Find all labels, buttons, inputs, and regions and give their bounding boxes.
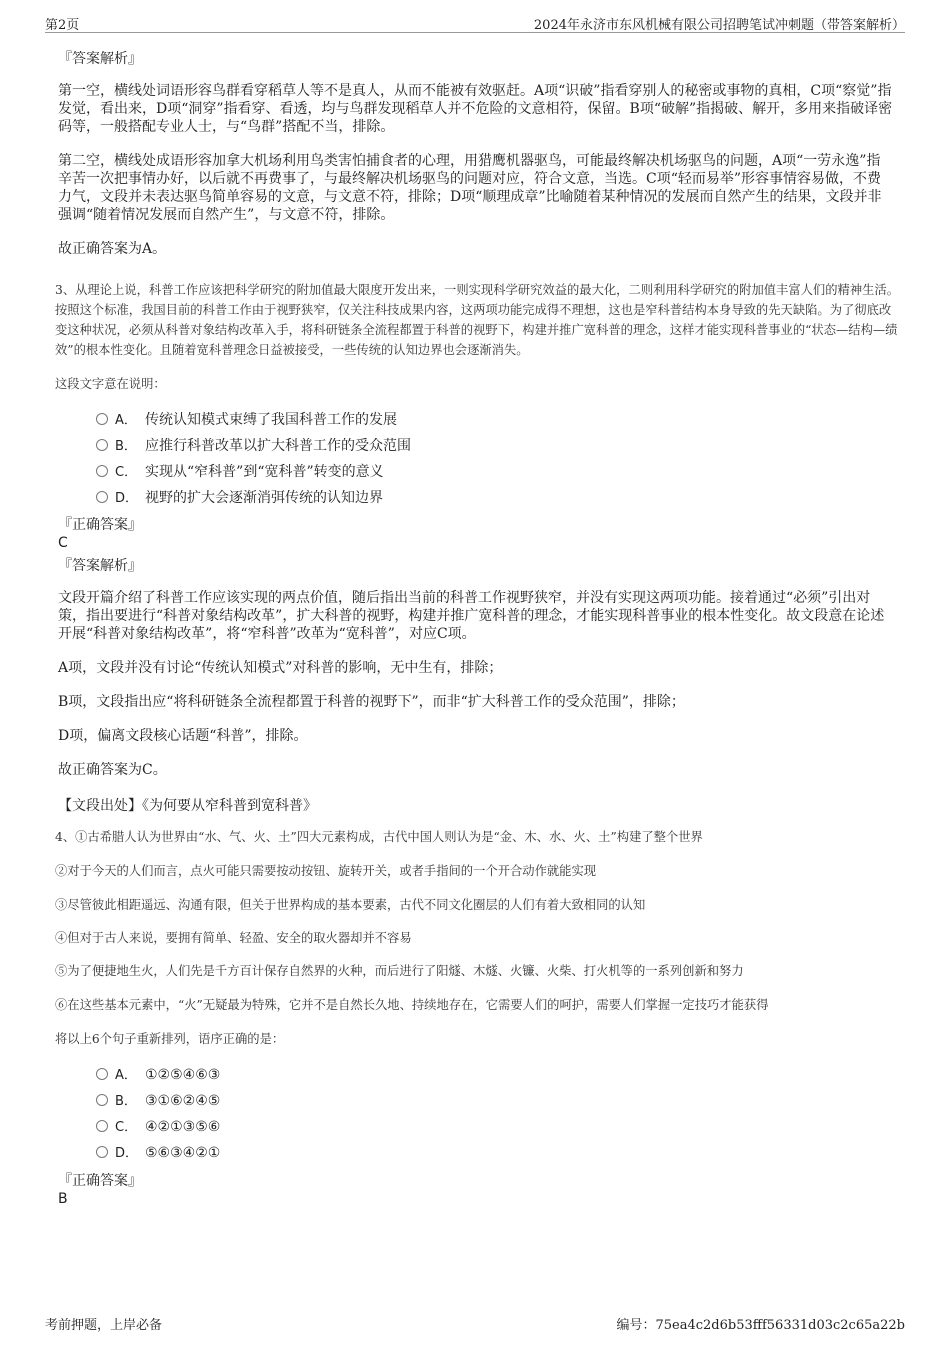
radio-icon[interactable]: [96, 491, 108, 503]
radio-icon[interactable]: [96, 1146, 108, 1158]
q3-option-b[interactable]: B． 应推行科普改革以扩大科普工作的受众范围: [96, 437, 411, 456]
q4-correct-answer: B: [58, 1191, 68, 1207]
radio-icon[interactable]: [96, 1120, 108, 1132]
page-number: 第2页: [45, 18, 80, 33]
q4-sentence-4: ④但对于古人来说，要拥有简单、轻盈、安全的取火器却并不容易: [55, 931, 412, 945]
q4-correct-label: 『正确答案』: [58, 1173, 142, 1189]
q2-conclusion: 故正确答案为A。: [58, 241, 167, 257]
document-title: 2024年永济市东风机械有限公司招聘笔试冲刺题（带答案解析）: [533, 18, 905, 33]
q3-analysis-label: 『答案解析』: [58, 558, 142, 574]
q3-stem: 3、从理论上说，科普工作应该把科学研究的附加值最大限度开发出来，一则实现科学研究效益的最大化，二则利用科学研究的附加值丰富人们的精神生活。按照这个标准，我国目前的科普工作由于视野狭窄，仅关注科技成果内容，这两项功能完成得不理想，这也是窄科普结构本身导致的先天缺陷。为了彻底改变这种状况，必须从科普对象结构改革入手，将科研链条全流程都置于科普的视野下，构建并推广宽科普的理念，这样才能实现科普事业的“状态—结构—绩效”的根本性变化。且随着宽科普理念日益被接受，一些传统的认知边界也会逐渐消失。: [55, 283, 900, 357]
q4-question: 将以上6个句子重新排列，语序正确的是：: [55, 1032, 285, 1046]
q3-correct-label: 『正确答案』: [58, 517, 142, 533]
q3-analysis-p4: D项，偏离文段核心话题“科普”，排除。: [58, 728, 308, 744]
radio-icon[interactable]: [96, 1094, 108, 1106]
q4-sentence-6: ⑥在这些基本元素中，“火”无疑最为特殊，它并不是自然长久地、持续地存在，它需要人们的呵护，需要人们掌握一定技巧才能获得: [55, 998, 769, 1012]
q3-analysis-p1: 文段开篇介绍了科普工作应该实现的两点价值，随后指出当前的科普工作视野狭窄，并没有实现这两项功能。接着通过“必须”引出对策，指出要进行“科普对象结构改革”，扩大科普的视野，构建并推广宽科普的理念，才能实现科普事业的根本性变化。故文段意在论述开展“科普对象结构改革”，将“窄科普”改革为“宽科普”，对应C项。: [58, 590, 885, 642]
q4-option-a[interactable]: A． ①②⑤④⑥③: [96, 1066, 220, 1085]
q2-analysis-label: 『答案解析』: [58, 51, 142, 67]
q4-sentence-1: 4、①古希腊人认为世界由“水、气、火、土”四大元素构成，古代中国人则认为是“金、木、水、火、土”构建了整个世界: [55, 830, 703, 844]
q4-option-d[interactable]: D． ⑤⑥③④②①: [96, 1144, 220, 1163]
radio-icon[interactable]: [96, 1068, 108, 1080]
q3-analysis-p3: B项，文段指出应“将科研链条全流程都置于科普的视野下”，而非“扩大科普工作的受众范围”，排除；: [58, 694, 685, 710]
q3-analysis-p2: A项，文段并没有讨论“传统认知模式”对科普的影响，无中生有，排除；: [58, 660, 503, 676]
q3-source: 【文段出处】《为何要从窄科普到宽科普》: [58, 798, 317, 814]
q4-sentence-5: ⑤为了便捷地生火，人们先是千方百计保存自然界的火种，而后进行了阳燧、木燧、火镰、火柴、打火机等的一系列创新和努力: [55, 964, 744, 978]
radio-icon[interactable]: [96, 413, 108, 425]
q3-question: 这段文字意在说明：: [55, 377, 166, 391]
footer-slogan: 考前押题，上岸必备: [45, 1318, 163, 1333]
q3-option-c[interactable]: C． 实现从“窄科普”到“宽科普”转变的意义: [96, 463, 384, 482]
q3-option-d[interactable]: D． 视野的扩大会逐渐消弭传统的认知边界: [96, 489, 383, 508]
q2-analysis-p2: 第二空，横线处成语形容加拿大机场利用鸟类害怕捕食者的心理，用猎鹰机器驱鸟，可能最终解决机场驱鸟的问题，A项“一劳永逸”指辛苦一次把事情办好，以后就不再费事了，与最终解决机场驱鸟的问题对应，符合文意，当选。C项“轻而易举”形容事情容易做，不费力气，文段并未表达驱鸟简单容易的文意，与文意不符，排除；D项“顺理成章”比喻随着某种情况的发展而自然产生的结果，文段并非强调“随着情况发展而自然产生”，与文意不符，排除。: [58, 153, 882, 223]
q3-option-a[interactable]: A． 传统认知模式束缚了我国科普工作的发展: [96, 411, 397, 430]
page-header: [45, 12, 905, 33]
q4-option-b[interactable]: B． ③①⑥②④⑤: [96, 1092, 220, 1111]
q4-option-c[interactable]: C． ④②①③⑤⑥: [96, 1118, 220, 1137]
radio-icon[interactable]: [96, 465, 108, 477]
q3-correct-answer: C: [58, 535, 68, 551]
q3-conclusion: 故正确答案为C。: [58, 762, 167, 778]
q4-sentence-3: ③尽管彼此相距遥远、沟通有限，但关于世界构成的基本要素，古代不同文化圈层的人们有着大致相同的认知: [55, 898, 646, 912]
q4-sentence-2: ②对于今天的人们而言，点火可能只需要按动按钮、旋转开关，或者手指间的一个开合动作就能实现: [55, 864, 597, 878]
radio-icon[interactable]: [96, 439, 108, 451]
document-code: 编号：75ea4c2d6b53fff56331d03c2c65a22b: [616, 1318, 905, 1333]
q2-analysis-p1: 第一空，横线处词语形容鸟群看穿稻草人等不是真人，从而不能被有效驱赶。A项“识破”指看穿别人的秘密或事物的真相，C项“察觉”指发觉，看出来，D项“洞穿”指看穿、看透，均与鸟群发现稻草人并不危险的文意相符，保留。B项“破解”指揭破、解开，多用来指破译密码等，一般搭配专业人士，与“鸟群”搭配不当，排除。: [58, 83, 893, 135]
